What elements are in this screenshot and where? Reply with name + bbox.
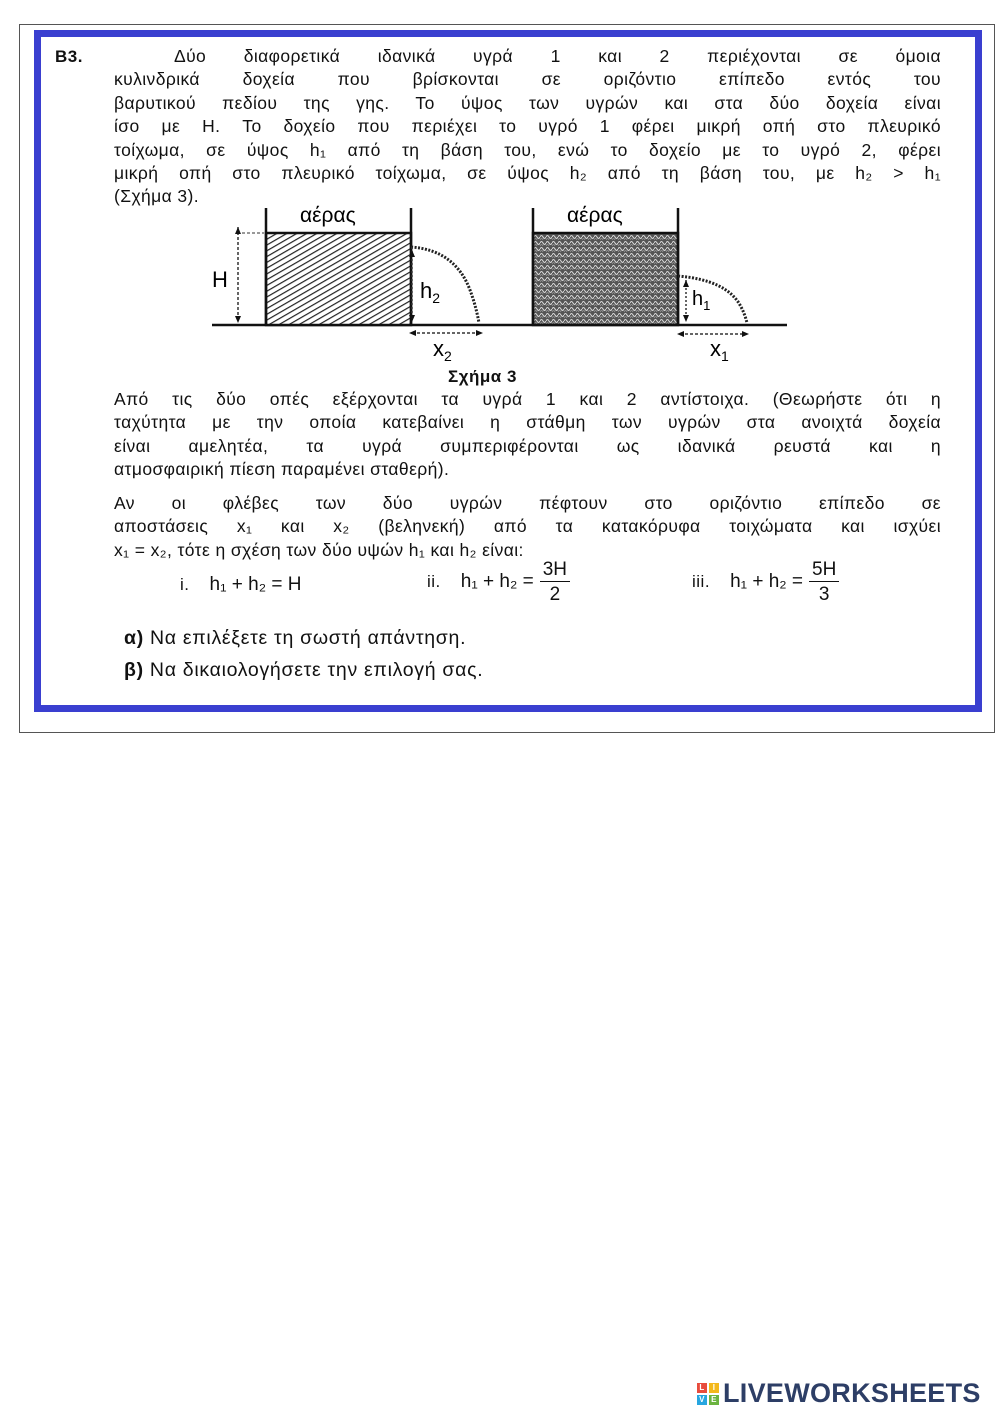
intro-line: μικρή οπή στο πλευρικό τοίχωμα, σε ύψος h₂ από τη βάση του, με h₂ > h₁ <box>114 163 941 184</box>
logo-letter: L <box>697 1383 707 1393</box>
question-a <box>124 627 466 650</box>
problem-assumptions <box>114 388 941 482</box>
figure-3-diagram <box>0 0 1000 380</box>
container-1-liquid <box>533 233 678 325</box>
condition-line: Αν οι φλέβες των δύο υγρών πέφτουν στο οριζόντιο επίπεδο σε <box>114 493 941 513</box>
question-a-text: Να επιλέξετε τη σωστή απάντηση. <box>150 627 467 649</box>
liveworksheets-logo[interactable] <box>697 1378 981 1409</box>
fraction-denominator: 3 <box>818 584 830 605</box>
assumption-line: ατμοσφαιρική πίεση παραμένει σταθερή). <box>114 459 450 480</box>
right-air-label: αέρας <box>567 204 623 227</box>
fraction <box>540 560 570 604</box>
question-a-label: α) <box>124 627 144 649</box>
intro-line: ίσο με H. Το δοχείο που περιέχει το υγρό 1 φέρει μικρή οπή στο πλευρικό <box>114 116 941 137</box>
option-expression: h₁ + h₂ = H <box>209 574 302 595</box>
logo-letter: V <box>697 1395 707 1405</box>
h1-label: $h_1$ <box>692 288 711 313</box>
assumption-line: ταχύτητα με την οποία κατεβαίνει η στάθμη των υγρών στα ανοιχτά δοχεία <box>114 412 941 433</box>
question-b <box>124 659 483 682</box>
option-lhs: h₁ + h₂ = <box>460 571 534 592</box>
x1-label: $x_1$ <box>710 336 729 364</box>
assumption-line: Από τις δύο οπές εξέρχονται τα υγρά 1 και 2 αντίστοιχα. (Θεωρήστε ότι η <box>114 389 941 409</box>
option-lhs: h₁ + h₂ = <box>730 571 804 592</box>
height-H-label: H <box>212 267 228 292</box>
figure-caption: Σχήμα 3 <box>448 367 517 386</box>
fraction <box>809 560 839 604</box>
fraction-numerator: 5H <box>809 560 839 582</box>
intro-line: (Σχήμα 3). <box>114 186 200 207</box>
option-number: iii. <box>692 572 711 591</box>
option-i <box>180 574 301 596</box>
logo-letter: E <box>709 1395 719 1405</box>
assumption-line: είναι αμελητέα, τα υγρά συμπεριφέρονται ως ιδανικά ρευστά και η <box>114 435 941 456</box>
answer-options <box>0 560 1000 620</box>
fraction-denominator: 2 <box>549 584 561 605</box>
option-number: i. <box>180 575 190 594</box>
brand-name: LIVEWORKSHEETS <box>723 1378 981 1408</box>
logo-mark-icon <box>697 1383 719 1405</box>
fraction-numerator: 3H <box>540 560 570 582</box>
left-air-label: αέρας <box>300 204 356 227</box>
condition-line: αποστάσεις x₁ και x₂ (βεληνεκή) από τα κατακόρυφα τοιχώματα και ισχύει <box>114 516 941 537</box>
option-iii <box>692 560 839 604</box>
container-2-liquid <box>266 233 411 325</box>
intro-line: τοίχωμα, σε ύψος h₁ από τη βάση του, ενώ το δοχείο με το υγρό 2, φέρει <box>114 139 941 160</box>
logo-letter: I <box>709 1383 719 1393</box>
condition-line: x₁ = x₂, τότε η σχέση των δύο υψών h₁ και h₂ είναι: <box>114 539 524 560</box>
option-number: ii. <box>427 572 441 591</box>
intro-line: κυλινδρικά δοχεία που βρίσκονται σε οριζόντιο επίπεδο εντός του <box>114 69 941 90</box>
option-ii <box>427 560 570 604</box>
h2-label: $h_2$ <box>420 278 441 306</box>
question-b-label: β) <box>124 659 144 681</box>
intro-line: βαρυτικού πεδίου της γης. Το ύψος των υγρών και στα δύο δοχεία είναι <box>114 92 941 113</box>
question-b-text: Να δικαιολογήσετε την επιλογή σας. <box>149 659 484 681</box>
intro-line: Δύο διαφορετικά ιδανικά υγρά 1 και 2 περιέχονται σε όμοια <box>174 46 941 66</box>
problem-label: Β3. <box>55 47 83 66</box>
problem-condition <box>114 492 941 562</box>
x2-label: $x_2$ <box>433 336 452 364</box>
